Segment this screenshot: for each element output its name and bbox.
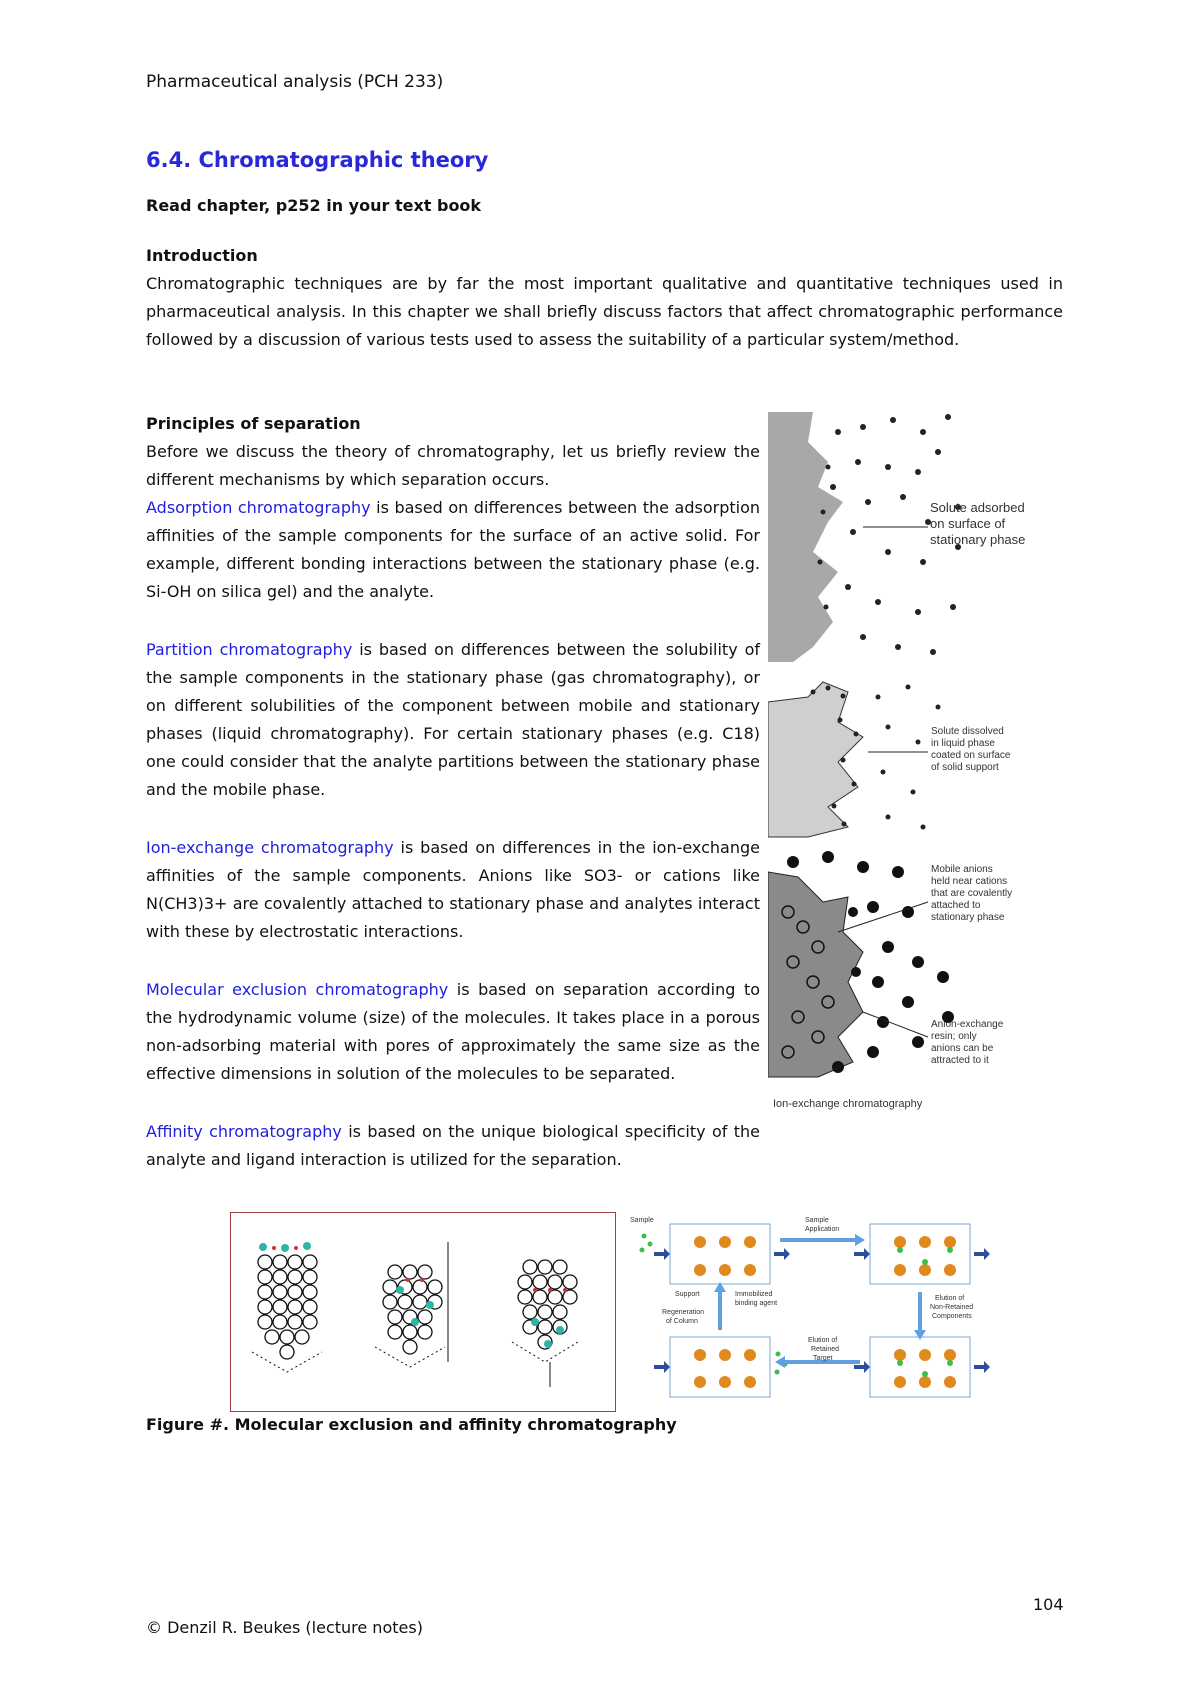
mobile-anions-label-3: that are covalently xyxy=(931,888,1013,899)
sample-application-label-2: Application xyxy=(805,1226,840,1233)
ion-exchange-paragraph xyxy=(146,834,760,946)
adsorbed-label-2: on surface of xyxy=(930,516,1006,531)
section-title: 6.4. Chromatographic theory xyxy=(146,148,489,172)
figure-caption: Figure #. Molecular exclusion and affinity chromatography xyxy=(146,1415,677,1434)
intro-body: Chromatographic techniques are by far the most important qualitative and quantitative techniques used in pharmaceutical analysis. In this chapter we shall briefly discuss factors that affect chromatographic performance followed by a discussion of various tests used to assess the suitability of a particular system/method. xyxy=(146,274,1063,349)
affinity-cycle-illustration xyxy=(630,1217,990,1397)
dissolved-label-1: Solute dissolved xyxy=(931,726,1004,737)
adsorbed-label-1: Solute adsorbed xyxy=(930,500,1025,515)
immobilized-label-2: binding agent xyxy=(735,1300,778,1307)
intro-section xyxy=(146,242,1063,354)
sample-application-label-1: Sample xyxy=(805,1217,829,1224)
elution-nonretained-label-1: Elution of xyxy=(935,1295,965,1302)
principles-title: Principles of separation xyxy=(146,414,361,433)
partition-body: is based on differences between the solubility of the sample components in the stationary phase (gas chromatography), or on different solubilities of the component between mobile and stationary phases (liquid chromatography). For certain stationary phases (e.g. C18) one could consider that the analyte partitions between the stationary phase and the mobile phase. xyxy=(146,640,760,799)
elution-retained-label-2: Retained xyxy=(811,1346,840,1353)
immobilized-label-1: Immobilized xyxy=(735,1291,773,1298)
adsorption-term: Adsorption chromatography xyxy=(146,498,371,517)
elution-retained-label-1: Elution of xyxy=(808,1337,838,1344)
regeneration-label-2: of Column xyxy=(666,1318,698,1325)
regeneration-label-1: Regeneration xyxy=(662,1309,705,1316)
resin-label-1: Anion-exchange xyxy=(931,1019,1004,1030)
affinity-term: Affinity chromatography xyxy=(146,1122,342,1141)
mobile-anions-label-1: Mobile anions xyxy=(931,864,993,875)
separation-mechanisms-figure xyxy=(768,412,1083,1122)
ion-exchange-caption: Ion-exchange chromatography xyxy=(773,1098,923,1110)
sample-label: Sample xyxy=(630,1217,654,1224)
ion-exchange-illustration xyxy=(768,851,1012,1110)
elution-retained-label-3: Target xyxy=(813,1355,833,1362)
adsorbed-label-3: stationary phase xyxy=(930,532,1026,547)
adsorption-body: is based on differences between the adsorption affinities of the sample components for the surface of an active solid. For example, different bonding interactions between the stationary phase (e.g. Si-OH on silica gel) and the analyte. xyxy=(146,498,760,601)
running-header: Pharmaceutical analysis (PCH 233) xyxy=(146,72,444,92)
affinity-paragraph xyxy=(146,1118,760,1174)
resin-label-3: anions can be xyxy=(931,1043,994,1054)
elution-nonretained-label-3: Components xyxy=(932,1313,972,1320)
intro-title: Introduction xyxy=(146,246,258,265)
molecular-exclusion-body: is based on separation according to the hydrodynamic volume (size) of the molecules. It takes place in a porous non-adsorbing material with pores of approximately the same size as the effective dimensions in solution of the molecules to be separated. xyxy=(146,980,761,1083)
ion-exchange-term: Ion-exchange chromatography xyxy=(146,838,394,857)
resin-label-2: resin; only xyxy=(931,1031,977,1042)
mobile-anions-label-4: attached to xyxy=(931,900,981,911)
mobile-anions-label-2: held near cations xyxy=(931,876,1008,887)
dissolved-label-2: in liquid phase xyxy=(931,738,995,749)
affinity-body: is based on the unique biological specificity of the analyte and ligand interaction is utilized for the separation. xyxy=(146,1122,761,1169)
reading-note: Read chapter, p252 in your text book xyxy=(146,196,482,215)
page-number: 104 xyxy=(1033,1595,1064,1614)
molecular-exclusion-term: Molecular exclusion chromatography xyxy=(146,980,449,999)
ion-exchange-body: is based on differences in the ion-exchange affinities of the sample components. Anions like SO3- or cations like N(CH3)3+ are covalently attached to stationary phase and analytes interact with these by electrostatic interactions. xyxy=(146,838,760,941)
mobile-anions-label-5: stationary phase xyxy=(931,912,1005,923)
molecular-exclusion-paragraph xyxy=(146,976,760,1088)
dissolved-label-3: coated on surface xyxy=(931,750,1011,761)
molecular-exclusion-illustration xyxy=(231,1213,616,1412)
support-label: Support xyxy=(675,1291,700,1298)
partition-paragraph xyxy=(146,636,760,804)
adsorption-illustration xyxy=(768,412,1025,662)
footer-copyright: © Denzil R. Beukes (lecture notes) xyxy=(146,1618,423,1637)
exclusion-affinity-figure xyxy=(230,1212,990,1412)
resin-label-4: attracted to it xyxy=(931,1055,989,1066)
partition-illustration xyxy=(768,682,1011,837)
partition-term: Partition chromatography xyxy=(146,640,353,659)
dissolved-label-4: of solid support xyxy=(931,762,999,773)
principles-body: Before we discuss the theory of chromatography, let us briefly review the different mechanisms by which separation occurs. xyxy=(146,442,760,489)
adsorption-paragraph xyxy=(146,494,760,606)
elution-nonretained-label-2: Non-Retained xyxy=(930,1304,974,1311)
principles-section xyxy=(146,410,760,606)
